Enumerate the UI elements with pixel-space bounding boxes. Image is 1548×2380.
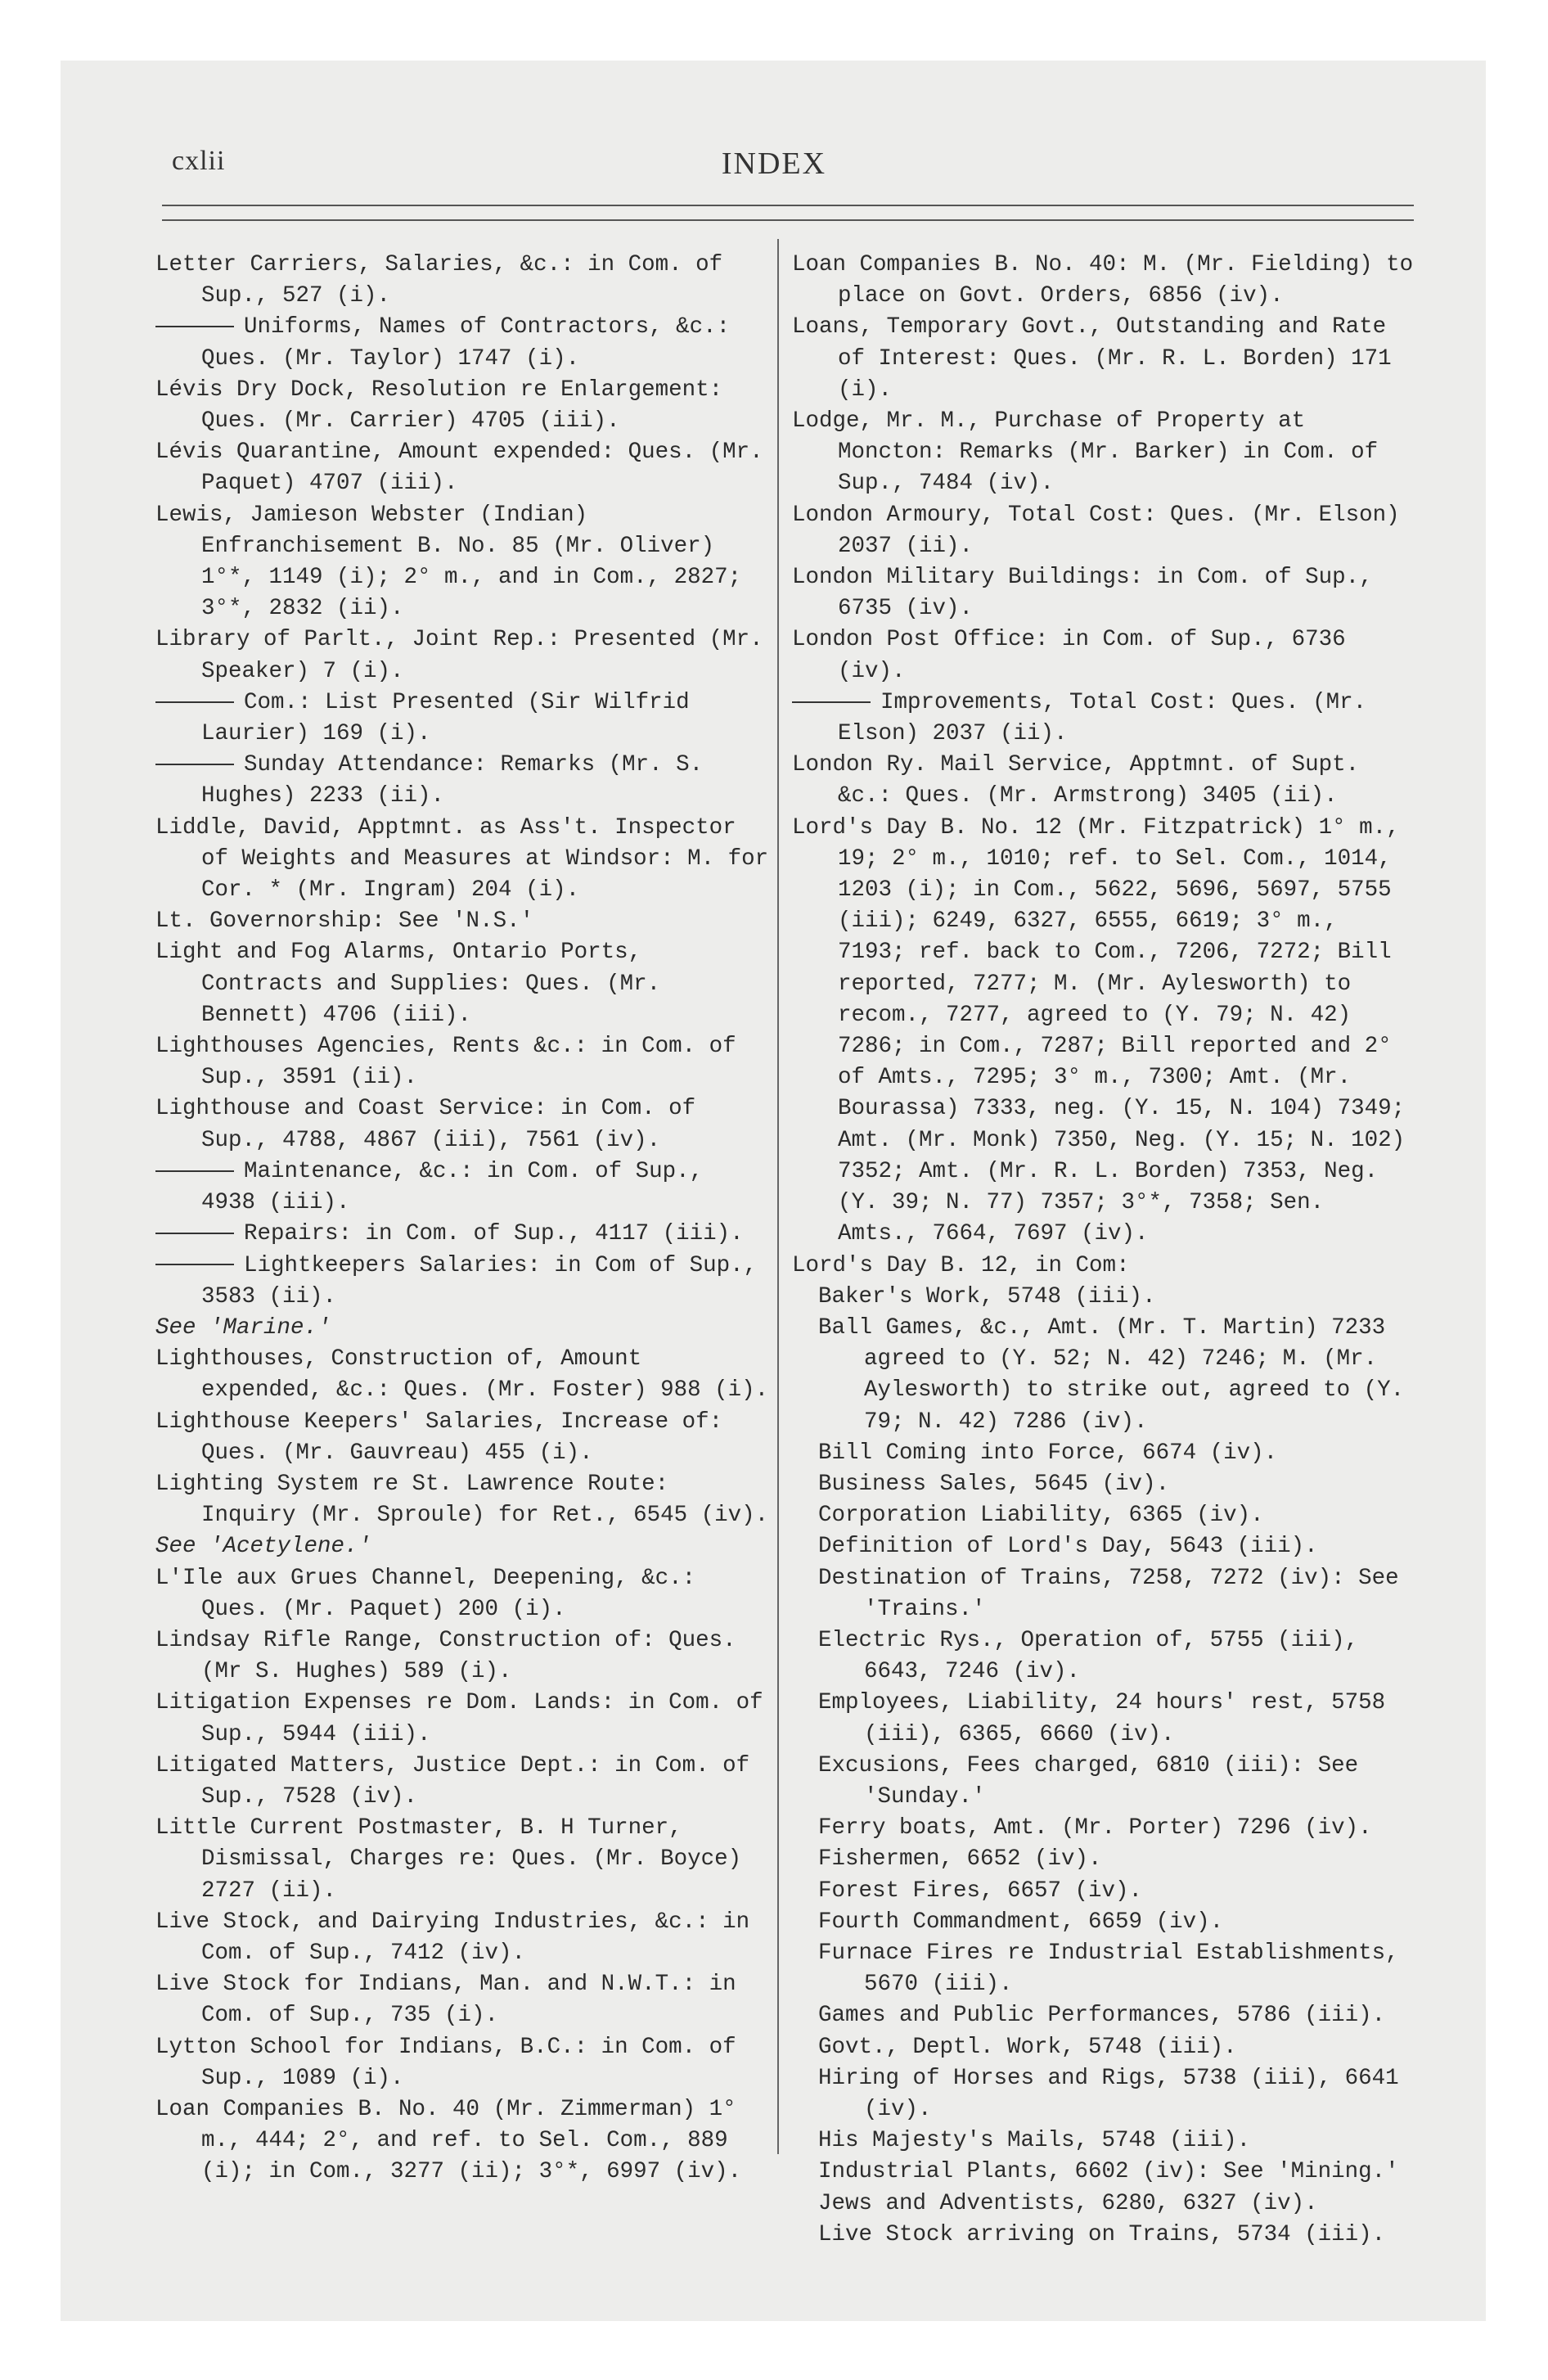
index-subentry: [792, 1844, 1414, 1875]
entry-text: Uniforms, Names of Contractors, &c.: Ques. (Mr. Taylor) 1747 (i).: [201, 314, 731, 372]
entry-text: Lévis Dry Dock, Resolution re Enlargement: Ques. (Mr. Carrier) 4705 (iii).: [155, 376, 723, 435]
index-entry: [792, 562, 1414, 624]
index-subentry: [792, 1688, 1414, 1750]
entry-text: See 'Acetylene.': [155, 1534, 372, 1560]
index-subentry: [792, 1438, 1414, 1469]
ditto-dash: [155, 764, 234, 765]
entry-text: Corporation Liability, 6365 (iv).: [818, 1503, 1264, 1529]
index-entry: [792, 250, 1414, 312]
entry-text: Ball Games, &c., Amt. (Mr. T. Martin) 7233 agreed to (Y. 52; N. 42) 7246; M. (Mr. Aylesworth) to strike out, agreed to (Y. 79; N. 42) 7286 (iv).: [818, 1314, 1405, 1435]
entry-text: Litigation Expenses re Dom. Lands: in Com. of Sup., 5944 (iii).: [155, 1690, 763, 1747]
entry-text: Live Stock arriving on Trains, 5734 (iii).: [818, 2221, 1386, 2247]
entry-text: Jews and Adventists, 6280, 6327 (iv).: [818, 2190, 1318, 2216]
index-continuation-entry: [792, 687, 1414, 750]
entry-text: Little Current Postmaster, B. H Turner, Dismissal, Charges re: Ques. (Mr. Boyce) 2727 (ii).: [155, 1815, 742, 1904]
ditto-dash: [155, 1264, 234, 1265]
index-continuation-entry: [155, 312, 769, 374]
index-entry: [155, 1344, 769, 1406]
index-entry: [155, 2032, 769, 2094]
index-subentry: [792, 1282, 1414, 1313]
index-subentry: [792, 2000, 1414, 2031]
ditto-dash: [155, 1233, 234, 1234]
entry-text: Employees, Liability, 24 hours' rest, 5758 (iii), 6365, 6660 (iv).: [818, 1690, 1386, 1747]
entry-text: Fourth Commandment, 6659 (iv).: [818, 1909, 1224, 1935]
index-subentry: [792, 2063, 1414, 2125]
entry-text: Furnace Fires re Industrial Establishments, 5670 (iii).: [818, 1940, 1399, 1998]
entry-text: Definition of Lord's Day, 5643 (iii).: [818, 1534, 1318, 1560]
index-entry: [155, 906, 769, 937]
entry-text: Lodge, Mr. M., Purchase of Property at Moncton: Remarks (Mr. Barker) in Com. of Sup., 7484 (iv).: [792, 408, 1379, 497]
index-entry: [792, 813, 1414, 1251]
index-entry: [155, 1688, 769, 1750]
entry-text: L'Ile aux Grues Channel, Deepening, &c.: Ques. (Mr. Paquet) 200 (i).: [155, 1565, 696, 1622]
index-subentry: [792, 2188, 1414, 2220]
index-continuation-entry: [155, 1156, 769, 1219]
entry-text: Library of Parlt., Joint Rep.: Presented (Mr. Speaker) 7 (i).: [155, 627, 763, 684]
index-subentry: [792, 1313, 1414, 1438]
index-entry: [155, 1969, 769, 2031]
entry-text: Litigated Matters, Justice Dept.: in Com. of Sup., 7528 (iv).: [155, 1752, 750, 1810]
index-subentry: [792, 2220, 1414, 2251]
entry-text: Lewis, Jamieson Webster (Indian) Enfranchisement B. No. 85 (Mr. Oliver) 1°*, 1149 (i); 2° m., and in Com., 2827; 3°*, 2832 (ii).: [155, 502, 742, 622]
ditto-dash: [155, 326, 234, 327]
entry-text: Liddle, David, Apptmnt. as Ass't. Inspector of Weights and Measures at Windsor: M. for Cor. * (Mr. Ingram) 204 (i).: [155, 814, 769, 904]
entry-text: Letter Carriers, Salaries, &c.: in Com. of Sup., 527 (i).: [155, 252, 723, 309]
index-entry: [155, 500, 769, 625]
entry-text: Loans, Temporary Govt., Outstanding and Rate of Interest: Ques. (Mr. R. L. Borden) 171 (i).: [792, 314, 1392, 403]
index-entry: [155, 1407, 769, 1469]
entry-text: Lighthouse Keepers' Salaries, Increase of: Ques. (Mr. Gauvreau) 455 (i).: [155, 1409, 723, 1466]
entry-text: Lightkeepers Salaries: in Com of Sup., 3583 (ii).: [201, 1252, 758, 1309]
entry-text: Loan Companies B. No. 40 (Mr. Zimmerman) 1° m., 444; 2°, and ref. to Sel. Com., 889 (i); in Com., 3277 (ii); 3°*, 6997 (iv).: [155, 2096, 742, 2185]
column-divider: [777, 239, 779, 2154]
entry-text: Lighthouses Agencies, Rents &c.: in Com. of Sup., 3591 (ii).: [155, 1034, 736, 1091]
page-title: INDEX: [721, 146, 827, 181]
entry-text: See 'Marine.': [155, 1314, 331, 1341]
entry-text: Lord's Day B. No. 12 (Mr. Fitzpatrick) 1° m., 19; 2° m., 1010; ref. to Sel. Com., 1014, 1203 (i); in Com., 5622, 5696, 5697, 5755 (iii); 6249, 6327, 6555, 6619; 3° m., 7193; ref. back to Com., 7206, 7272; Bill reported, 7277; M. (Mr. Aylesworth) to recom., 7277, agreed to (Y. 79; N. 42) 7286; in Com., 7287; Bill reported and 2° of Amts., 7295; 3° m., 7300; Amt. (Mr. Bourassa) 7333, neg. (Y. 15, N. 104) 7349; Amt. (Mr. Monk) 7350, Neg. (Y. 15; N. 102) 7352; Amt. (Mr. R. L. Borden) 7353, Neg. (Y. 39; N. 77) 7357; 3°*, 7358; Sen. Amts., 7664, 7697 (iv).: [792, 814, 1406, 1247]
entry-text: Industrial Plants, 6602 (iv): See 'Mining.': [818, 2159, 1399, 2185]
entry-text: Com.: List Presented (Sir Wilfrid Laurier) 169 (i).: [201, 689, 690, 747]
page-number: cxlii: [172, 146, 226, 176]
entry-text: Forest Fires, 6657 (iv).: [818, 1877, 1143, 1904]
index-subentry: [792, 1563, 1414, 1625]
entry-text: Lighthouse and Coast Service: in Com. of Sup., 4788, 4867 (iii), 7561 (iv).: [155, 1096, 696, 1153]
index-subentry: [792, 1625, 1414, 1688]
entry-text: Bill Coming into Force, 6674 (iv).: [818, 1440, 1278, 1466]
index-subentry: [792, 2125, 1414, 2157]
index-entry: [155, 1563, 769, 1625]
index-entry: [792, 750, 1414, 812]
index-subentry: [792, 1469, 1414, 1500]
entry-text: Sunday Attendance: Remarks (Mr. S. Hughes) 2233 (ii).: [201, 752, 704, 809]
index-entry: [792, 624, 1414, 687]
index-column-left: [155, 250, 769, 2188]
entry-text: London Ry. Mail Service, Apptmnt. of Supt. &c.: Ques. (Mr. Armstrong) 3405 (ii).: [792, 752, 1360, 809]
index-entry: [155, 437, 769, 499]
entry-text: London Armoury, Total Cost: Ques. (Mr. Elson) 2037 (ii).: [792, 502, 1400, 559]
index-column-right: [792, 250, 1414, 2251]
index-entry: [155, 2094, 769, 2188]
index-subentry: [792, 1531, 1414, 1562]
entry-text: Live Stock for Indians, Man. and N.W.T.: in Com. of Sup., 735 (i).: [155, 1972, 736, 2029]
entry-text: Excusions, Fees charged, 6810 (iii): See 'Sunday.': [818, 1752, 1359, 1810]
entry-text: Baker's Work, 5748 (iii).: [818, 1283, 1156, 1309]
entry-text: Lighting System re St. Lawrence Route: Inquiry (Mr. Sproule) for Ret., 6545 (iv).: [155, 1471, 769, 1529]
entry-text: Lytton School for Indians, B.C.: in Com. of Sup., 1089 (i).: [155, 2034, 736, 2091]
index-entry: [155, 250, 769, 312]
index-entry: [155, 375, 769, 437]
index-entry: [155, 1469, 769, 1531]
header-rule-lower: [162, 219, 1414, 221]
index-continuation-entry: [155, 750, 769, 812]
index-entry: [155, 1031, 769, 1093]
index-continuation-entry: [155, 1219, 769, 1250]
entry-text: Business Sales, 5645 (iv).: [818, 1471, 1170, 1497]
entry-text: Improvements, Total Cost: Ques. (Mr. Elson) 2037 (ii).: [838, 689, 1367, 747]
entry-text: Govt., Deptl. Work, 5748 (iii).: [818, 2034, 1237, 2060]
entry-text: Ferry boats, Amt. (Mr. Porter) 7296 (iv).: [818, 1815, 1372, 1841]
index-entry: [155, 1531, 769, 1562]
index-entry: [155, 813, 769, 907]
index-entry: [155, 1313, 769, 1344]
entry-text: Hiring of Horses and Rigs, 5738 (iii), 6641 (iv).: [818, 2065, 1399, 2122]
entry-text: Repairs: in Com. of Sup., 4117 (iii).: [244, 1221, 744, 1247]
entry-text: Fishermen, 6652 (iv).: [818, 1846, 1102, 1873]
running-head: [0, 146, 1548, 195]
index-entry: [792, 406, 1414, 500]
index-entry: [155, 1813, 769, 1907]
entry-text: London Post Office: in Com. of Sup., 6736 (iv).: [792, 627, 1346, 684]
ditto-dash: [792, 701, 871, 703]
entry-text: Destination of Trains, 7258, 7272 (iv): See 'Trains.': [818, 1565, 1399, 1622]
entry-text: Lord's Day B. 12, in Com:: [792, 1252, 1130, 1278]
index-subentry: [792, 2157, 1414, 2188]
index-subentry: [792, 1813, 1414, 1844]
entry-text: Lt. Governorship: See 'N.S.': [155, 908, 534, 935]
entry-text: Live Stock, and Dairying Industries, &c.: in Com. of Sup., 7412 (iv).: [155, 1909, 750, 1966]
index-entry: [792, 500, 1414, 562]
index-subentry: [792, 1876, 1414, 1907]
index-continuation-entry: [155, 1251, 769, 1313]
index-entry: [155, 624, 769, 687]
index-entry: [792, 312, 1414, 406]
index-entry: [792, 1251, 1414, 1282]
entry-text: Games and Public Performances, 5786 (iii).: [818, 2003, 1386, 2029]
header-rule: [162, 205, 1414, 206]
entry-text: London Military Buildings: in Com. of Sup., 6735 (iv).: [792, 565, 1373, 622]
index-entry: [155, 1625, 769, 1688]
entry-text: Lindsay Rifle Range, Construction of: Ques. (Mr S. Hughes) 589 (i).: [155, 1627, 736, 1685]
index-entry: [155, 937, 769, 1031]
index-entry: [155, 1751, 769, 1813]
index-subentry: [792, 1907, 1414, 1938]
entry-text: Maintenance, &c.: in Com. of Sup., 4938 (iii).: [201, 1158, 704, 1216]
ditto-dash: [155, 1170, 234, 1172]
index-subentry: [792, 1938, 1414, 2000]
entry-text: Lighthouses, Construction of, Amount expended, &c.: Ques. (Mr. Foster) 988 (i).: [155, 1346, 769, 1404]
index-subentry: [792, 1751, 1414, 1813]
ditto-dash: [155, 701, 234, 703]
entry-text: Light and Fog Alarms, Ontario Ports, Contracts and Supplies: Ques. (Mr. Bennett) 4706 (iii).: [155, 940, 661, 1028]
entry-text: His Majesty's Mails, 5748 (iii).: [818, 2128, 1251, 2154]
entry-text: Lévis Quarantine, Amount expended: Ques. (Mr. Paquet) 4707 (iii).: [155, 439, 763, 497]
entry-text: Loan Companies B. No. 40: M. (Mr. Fielding) to place on Govt. Orders, 6856 (iv).: [792, 252, 1414, 309]
index-subentry: [792, 1500, 1414, 1531]
index-entry: [155, 1907, 769, 1969]
index-continuation-entry: [155, 687, 769, 750]
index-subentry: [792, 2032, 1414, 2063]
index-entry: [155, 1093, 769, 1156]
entry-text: Electric Rys., Operation of, 5755 (iii), 6643, 7246 (iv).: [818, 1627, 1359, 1685]
